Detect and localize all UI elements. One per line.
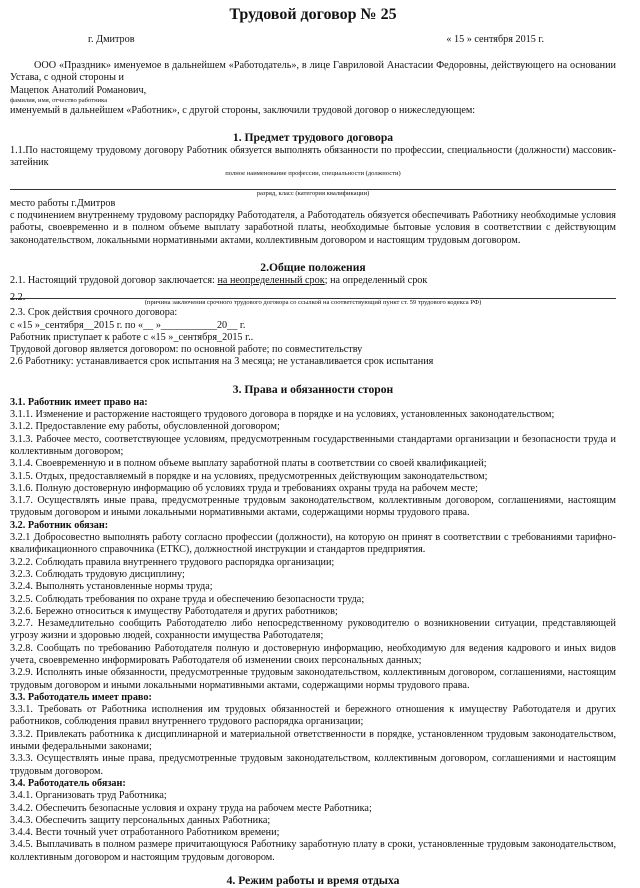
clause-item: 3.4.1. Организовать труд Работника; <box>10 790 167 802</box>
clause-item: 3.4.4. Вести точный учет отработанного Работником времени; <box>10 827 280 839</box>
clause-2-3: 2.3. Срок действия срочного договора: <box>10 307 178 319</box>
clause-1-1: 1.1.По настоящему трудовому договору Работник обязуется выполнять обязанности по профессии, специальности (должности) массовик-затейник <box>10 145 616 169</box>
section-1-heading: 1. Предмет трудового договора <box>232 131 394 145</box>
contract-date: « 15 » сентября 2015 г. <box>446 34 544 45</box>
place-date-row <box>10 34 616 52</box>
contract-city: г. Дмитров <box>88 34 135 45</box>
clause-item: 3.2.2. Соблюдать правила внутреннего трудового распорядка организации; <box>10 556 335 568</box>
clause-2-3-dates: с «15 »_сентября__2015 г. по «__ »___________20__ г. <box>10 319 246 331</box>
clause-item: 3.4.2. Обеспечить безопасные условия и охрану труда на рабочем месте Работника; <box>10 802 372 814</box>
clause-item: 3.3.2. Привлекать работника к дисциплинарной и материальной ответственности в порядке, установленном трудовым законодательством, иными федеральными законами; <box>10 728 616 753</box>
clause-item: 3.2.1 Добросовестно выполнять работу согласно профессии (должности), на которую он принят в соответствии с требованиями тарифно-квалификационного справочника (ЕТКС), должностной инструкции и стандартов предприятия. <box>10 532 616 556</box>
section-4-heading: 4. Режим работы и время отдыха <box>226 874 400 888</box>
section-2-heading: 2.Общие положения <box>260 260 366 274</box>
clause-item: 3.2.6. Бережно относиться к имуществу Работодателя и других работников; <box>10 605 338 617</box>
heading-3-2: 3.2. Работник обязан: <box>10 519 109 531</box>
qualification-hint: разряд, класс (категория квалификации) <box>256 189 370 197</box>
clause-item: 3.3.3. Осуществлять иные права, предусмотренные трудовым законодательством, коллективным договором, соглашениями и настоящим трудовым договором. <box>10 753 616 777</box>
employee-name: Мацепок Анатолий Романович, <box>10 84 147 96</box>
contract-document <box>10 0 616 888</box>
clause-item: 3.4.5. Выплачивать в полном размере причитающуюся Работнику заработную плату в сроки, установленные трудовым законодательством, коллективным договором и настоящим трудовым договором. <box>10 839 616 863</box>
clause-1-body: с подчинением внутреннему трудовому распорядку Работодателя, а Работодатель обязуется обеспечивать Работнику необходимые условия работы, своевременно и в полном объеме выплату заработной платы, необходимые бытовые условия в соответствии с действующим законодательством, локальными нормативными актами, коллективным договором и настоящим трудовым договором. <box>10 210 616 246</box>
clause-item: 3.2.3. Соблюдать трудовую дисциплину; <box>10 568 185 580</box>
workplace: место работы г.Дмитров <box>10 197 116 209</box>
clause-item: 3.1.5. Отдых, предоставляемый в порядке и на условиях, предусмотренных действующим законодательством; <box>10 470 488 482</box>
clause-item: 3.2.4. Выполнять установленные нормы труда; <box>10 581 213 593</box>
clause-item: 3.4.3. Обеспечить защиту персональных данных Работника; <box>10 814 271 826</box>
clause-2-6: 2.6 Работнику: устанавливается срок испытания на 3 месяца; не устанавливается срок испытания <box>10 356 434 368</box>
clause-item: 3.2.5. Соблюдать требования по охране труда и обеспечению безопасности труда; <box>10 593 365 605</box>
clause-item: 3.1.3. Рабочее место, соответствующее условиям, предусмотренным государственными стандартами организации и безопасности труда и коллективным договором; <box>10 433 616 457</box>
clause-item: 3.1.4. Своевременную и в полном объеме выплату заработной платы в соответствии со своей квалификацией; <box>10 458 487 470</box>
clause-item: 3.1.1. Изменение и расторжение настоящего трудового договора в порядке и на условиях, установленных законодательством; <box>10 409 555 421</box>
document-title: Трудовой договор № 25 <box>229 6 397 23</box>
section-3-heading: 3. Права и обязанности сторон <box>232 382 394 396</box>
clause-item: 3.1.2. Предоставление ему работы, обусловленной договором; <box>10 421 280 433</box>
clause-item: 3.1.7. Осуществлять иные права, предусмотренные трудовым законодательством, коллективным договором, соглашениями, настоящим трудовым договором и иными локальными нормативными актами, содержащими нормы трудового права. <box>10 495 616 519</box>
heading-3-1: 3.1. Работник имеет право на: <box>10 396 148 408</box>
clause-item: 3.2.9. Исполнять иные обязанности, предусмотренные трудовым законодательством, коллективным договором, соглашениями, настоящим трудовым договором и иными локальными нормативными актами, содержащими нормы трудового права. <box>10 667 616 691</box>
intro-paragraph: ООО «Праздник» именуемое в дальнейшем «Работодатель», в лице Гавриловой Анастасии Федоровны, действующего на основании Устава, с одной стороны и <box>10 60 616 84</box>
heading-3-4: 3.4. Работодатель обязан: <box>10 777 126 789</box>
clause-2-4: Работник приступает к работе с «15 »_сентября_2015 г.. <box>10 331 254 343</box>
fixed-term-hint: (причина заключения срочного трудового договора со ссылкой на соответствующий пункт ст. 59 трудового кодекса РФ) <box>144 299 482 307</box>
employee-name-hint: фамилия, имя, отчество работника <box>10 96 108 104</box>
intro-paragraph-2: именуемый в дальнейшем «Работник», с другой стороны, заключили трудовой договор о нижеследующем: <box>10 104 476 116</box>
heading-3-3: 3.3. Работодатель имеет право: <box>10 691 152 703</box>
qualification-line <box>10 178 616 190</box>
clause-item: 3.1.6. Полную достоверную информацию об условиях труда и требованиях охраны труда на рабочем месте; <box>10 482 478 494</box>
clause-item: 3.2.8. Сообщать по требованию Работодателя полную и достоверную информацию, необходимую для ведения кадрового и иных видов учета, своевременно информировать Работодателя об изменении своих персональных данных; <box>10 642 616 666</box>
clause-2-2-line: 2.2. <box>10 287 616 299</box>
clause-item: 3.2.7. Незамедлительно сообщить Работодателю либо непосредственному руководителю о возникновении ситуации, представляющей угрозу жизни и здоровью людей, сохранности имущества Работодателя; <box>10 618 616 642</box>
clause-item: 3.3.1. Требовать от Работника исполнения им трудовых обязанностей и бережного отношения к имуществу Работодателя и других работников, соблюдения правил внутреннего трудового распорядка организации; <box>10 704 616 728</box>
clause-2-1: 2.1. Настоящий трудовой договор заключается: на неопределенный срок; на определенный срок <box>10 274 428 286</box>
profession-hint: полное наименование профессии, специальности (должности) <box>225 169 401 177</box>
clause-2-5: Трудовой договор является договором: по основной работе; по совместительству <box>10 344 363 356</box>
